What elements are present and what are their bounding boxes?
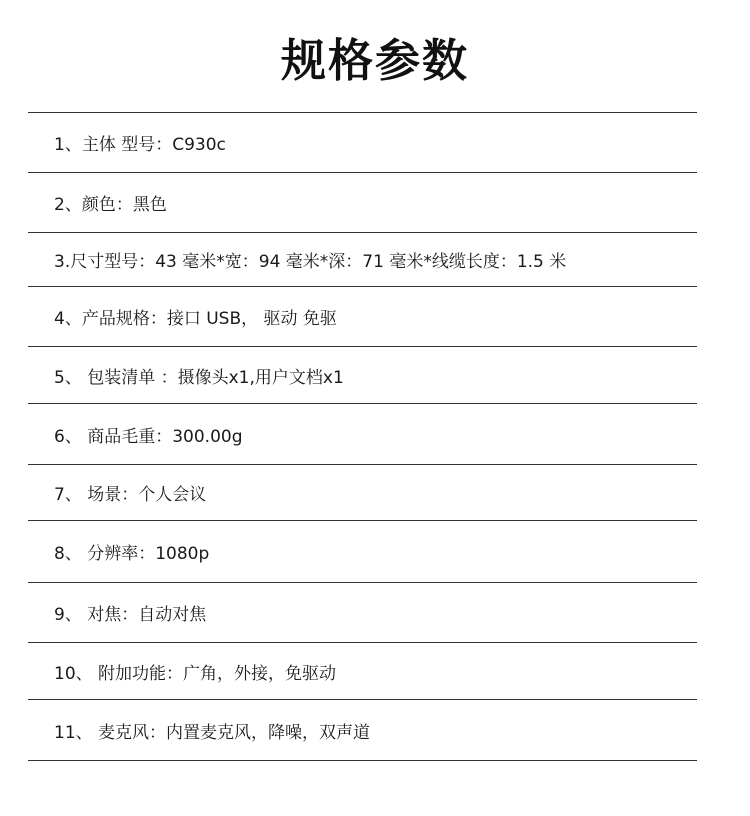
page-title: 规格参数 [280,34,469,87]
spec-row-microphone: 11、 麦克风：内置麦克风，降噪，双声道 [28,700,697,761]
spec-row-scenario: 7、 场景：个人会议 [28,465,697,521]
spec-row-package-contents: 5、 包装清单 ：摄像头x1,用户文档x1 [28,347,697,404]
spec-row-color: 2、颜色：黑色 [28,173,697,233]
spec-row-model: 1、主体 型号：C930c [28,113,697,173]
spec-row-product-spec: 4、产品规格：接口 USB， 驱动 免驱 [28,287,697,347]
spec-row-extra-features: 10、 附加功能：广角，外接，免驱动 [28,643,697,700]
spec-row-dimensions: 3.尺寸型号：43 毫米*宽：94 毫米*深：71 毫米*线缆长度：1.5 米 [28,233,697,287]
spec-row-resolution: 8、 分辨率：1080p [28,521,697,583]
spec-table [28,112,697,761]
spec-row-gross-weight: 6、 商品毛重：300.00g [28,404,697,465]
spec-row-focus: 9、 对焦：自动对焦 [28,583,697,643]
